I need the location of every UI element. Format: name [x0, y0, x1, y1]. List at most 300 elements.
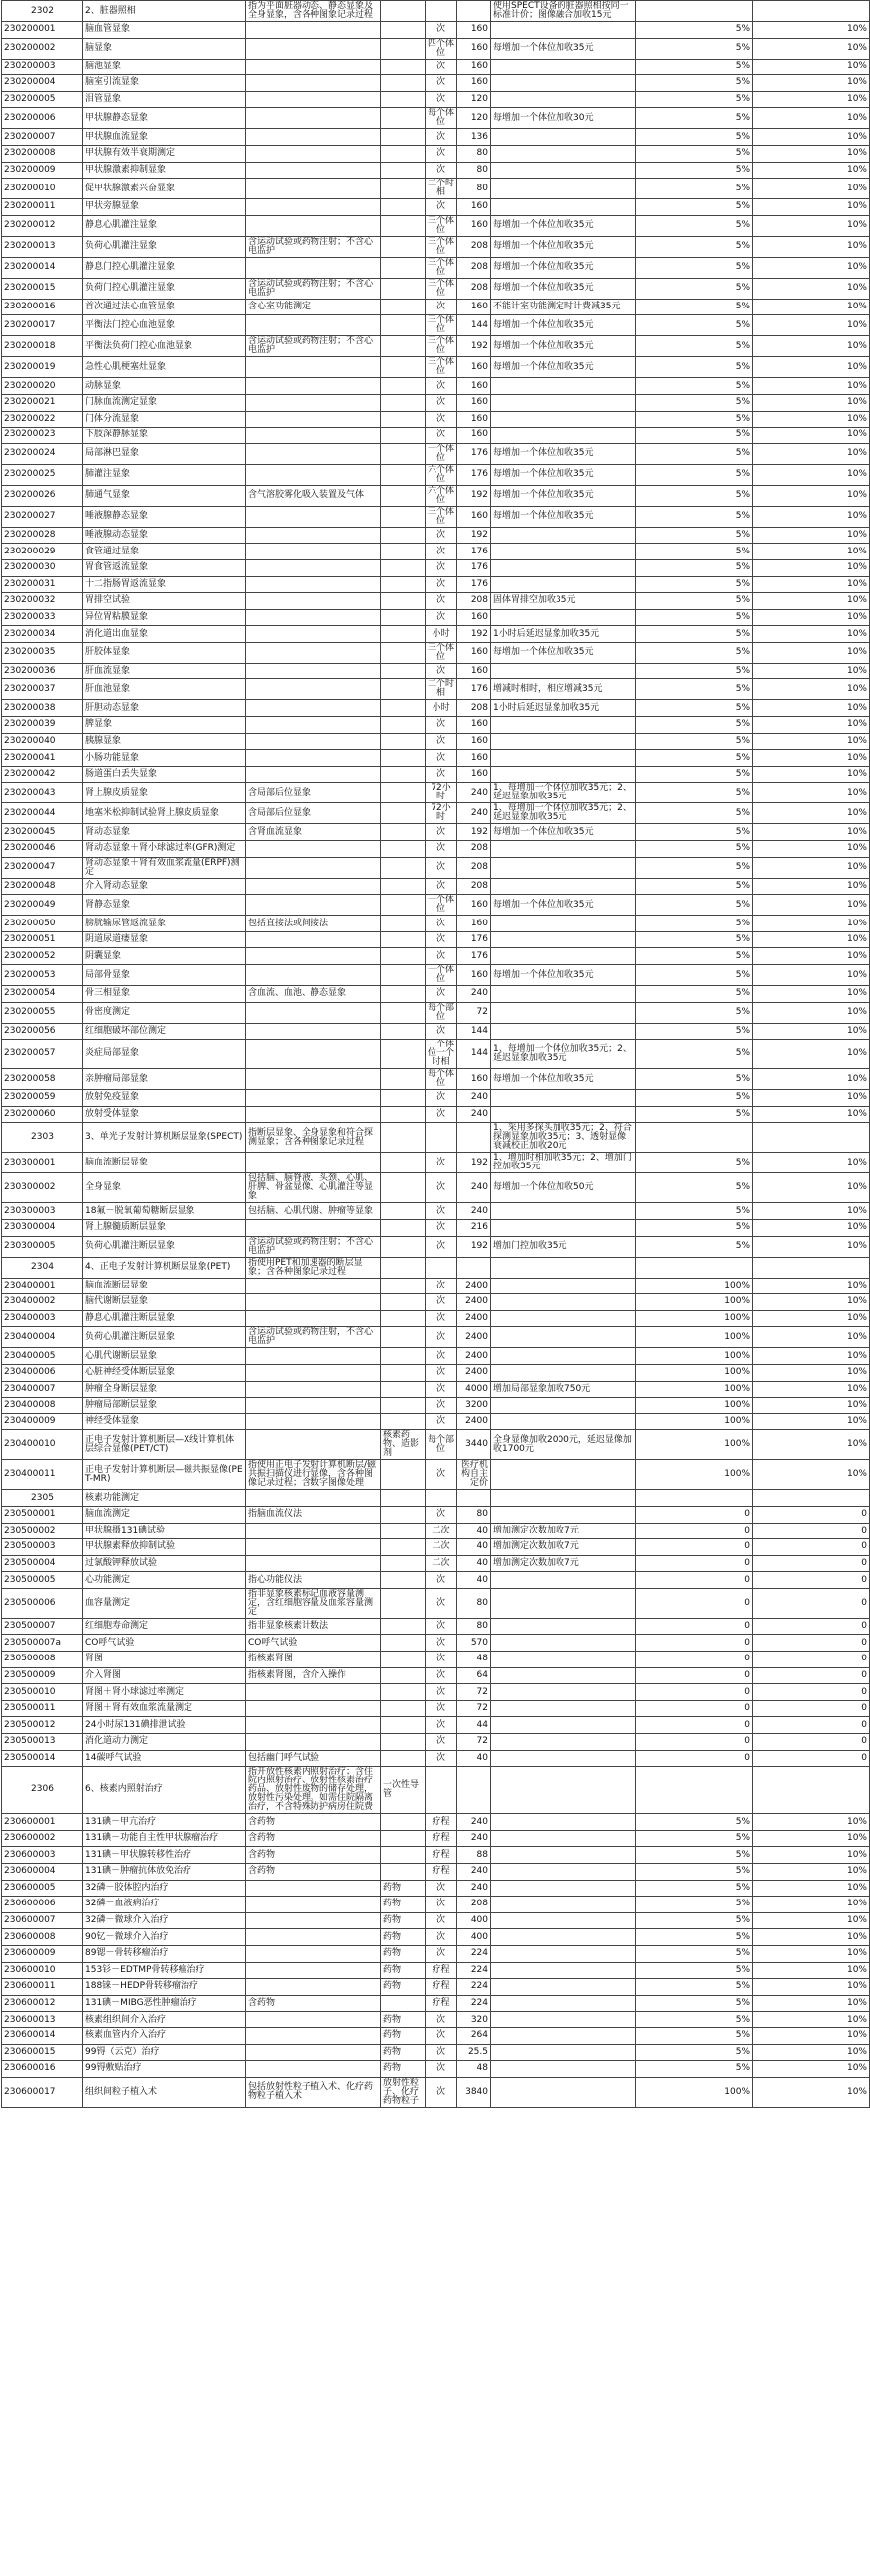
self-pay-ratio-b-cell: 10% [753, 1106, 870, 1123]
self-pay-ratio-a-cell: 5% [636, 931, 753, 948]
unit-cell: 疗程 [426, 1979, 457, 1996]
remark-cell [491, 145, 636, 162]
item-name-cell: 肾图 [83, 1652, 246, 1668]
self-pay-ratio-a-cell: 0 [636, 1734, 753, 1751]
item-name-cell: 核素组织间介入治疗 [83, 2012, 246, 2028]
item-code-cell: 230200031 [2, 576, 83, 593]
table-row [2, 965, 870, 986]
remark-cell [491, 1278, 636, 1294]
unit-cell: 二次 [426, 1523, 457, 1539]
unit-cell: 次 [426, 1717, 457, 1734]
self-pay-ratio-b-cell: 10% [753, 916, 870, 932]
self-pay-ratio-b-cell: 10% [753, 559, 870, 576]
self-pay-ratio-b-cell: 10% [753, 1090, 870, 1107]
excluded-items-cell [381, 357, 426, 378]
self-pay-ratio-a-cell: 5% [636, 1912, 753, 1929]
table-row [2, 22, 870, 39]
self-pay-ratio-b-cell: 0 [753, 1618, 870, 1635]
item-code-cell: 230400002 [2, 1294, 83, 1311]
item-name-cell: 胃排空试验 [83, 593, 246, 610]
self-pay-ratio-b-cell: 10% [753, 1413, 870, 1430]
self-pay-ratio-a-cell: 5% [636, 2027, 753, 2044]
price-cell: 72 [457, 1684, 491, 1701]
item-content-cell: 指核素肾图，含介入操作 [246, 1667, 381, 1684]
unit-cell: 一个体位 [426, 895, 457, 916]
self-pay-ratio-b-cell: 10% [753, 2077, 870, 2107]
item-content-cell [246, 559, 381, 576]
section-header-row [2, 1257, 870, 1278]
item-name-cell: 负荷心肌灌注断层显象 [83, 1236, 246, 1257]
item-name-cell: 肝血流显象 [83, 663, 246, 679]
excluded-items-cell [381, 1398, 426, 1414]
item-name-cell: 局部骨显象 [83, 965, 246, 986]
item-code-cell: 230400006 [2, 1364, 83, 1381]
item-code-cell: 230600017 [2, 2077, 83, 2107]
item-code-cell: 230200022 [2, 411, 83, 428]
unit-cell: 次 [426, 1398, 457, 1414]
table-row [2, 986, 870, 1003]
item-name-cell: 负荷门控心肌灌注显象 [83, 278, 246, 299]
excluded-items-cell [381, 1734, 426, 1751]
item-name-cell: 131碘－功能自主性甲状腺瘤治疗 [83, 1830, 246, 1847]
item-name-cell: 泪管显象 [83, 91, 246, 108]
self-pay-ratio-a-cell: 5% [636, 1814, 753, 1831]
table-row [2, 559, 870, 576]
self-pay-ratio-b-cell: 10% [753, 663, 870, 679]
item-code-cell: 230200051 [2, 931, 83, 948]
item-name-cell: 动脉显象 [83, 378, 246, 395]
item-content-cell: 包括脑、脑脊液、头颈、心肌、肝脾、骨盆显像、心肌灌注等显象 [246, 1173, 381, 1203]
item-name-cell: 90钇－微球介入治疗 [83, 1929, 246, 1946]
remark-cell: 每增加一个体位加收35元 [491, 895, 636, 916]
item-content-cell: 包括放射性粒子植入术、化疗药物粒子植入术 [246, 2077, 381, 2107]
excluded-items-cell [381, 1506, 426, 1523]
excluded-items-cell [381, 1069, 426, 1090]
item-content-cell [246, 1310, 381, 1327]
unit-cell: 次 [426, 91, 457, 108]
remark-cell [491, 766, 636, 783]
item-code-cell: 230200001 [2, 22, 83, 39]
remark-cell [491, 559, 636, 576]
item-content-cell [246, 1539, 381, 1556]
unit-cell: 疗程 [426, 1830, 457, 1847]
price-cell: 208 [457, 878, 491, 895]
unit-cell: 次 [426, 1278, 457, 1294]
self-pay-ratio-a-cell: 5% [636, 1979, 753, 1996]
excluded-items-cell [381, 1348, 426, 1365]
price-cell: 80 [457, 1588, 491, 1618]
price-cell: 136 [457, 129, 491, 146]
unit-cell: 次 [426, 1310, 457, 1327]
excluded-items-cell [381, 1588, 426, 1618]
item-content-cell: 含气溶胶雾化吸入装置及气体 [246, 485, 381, 506]
excluded-items-cell [381, 428, 426, 444]
self-pay-ratio-b-cell: 10% [753, 443, 870, 464]
item-code-cell: 230200034 [2, 626, 83, 643]
remark-cell [491, 1490, 636, 1507]
price-cell: 240 [457, 1173, 491, 1203]
item-content-cell [246, 717, 381, 734]
item-code-cell: 230200035 [2, 642, 83, 663]
excluded-items-cell: 药物 [381, 2012, 426, 2028]
self-pay-ratio-b-cell: 10% [753, 1897, 870, 1913]
item-code-cell: 230200027 [2, 506, 83, 527]
self-pay-ratio-b-cell: 10% [753, 824, 870, 841]
remark-cell: 每增加一个体位加收35元 [491, 824, 636, 841]
self-pay-ratio-a-cell: 100% [636, 1460, 753, 1490]
price-cell [457, 1257, 491, 1278]
self-pay-ratio-b-cell: 10% [753, 1002, 870, 1023]
item-code-cell: 230600006 [2, 1897, 83, 1913]
self-pay-ratio-b-cell: 0 [753, 1588, 870, 1618]
self-pay-ratio-b-cell: 10% [753, 394, 870, 411]
unit-cell: 次 [426, 1618, 457, 1635]
unit-cell: 次 [426, 609, 457, 626]
table-row [2, 1929, 870, 1946]
price-cell: 144 [457, 1040, 491, 1069]
item-content-cell: 含运动试验或药物注射；不含心电监护 [246, 1236, 381, 1257]
remark-cell [491, 1684, 636, 1701]
self-pay-ratio-a-cell: 5% [636, 1962, 753, 1979]
price-cell: 2400 [457, 1327, 491, 1348]
self-pay-ratio-a-cell: 5% [636, 378, 753, 395]
item-content-cell [246, 1294, 381, 1311]
item-content-cell [246, 394, 381, 411]
item-name-cell: 骨密度测定 [83, 1002, 246, 1023]
item-content-cell [246, 1897, 381, 1913]
item-name-cell: 肺灌注显象 [83, 464, 246, 485]
fee-table-body [2, 1, 870, 2108]
item-name-cell: 甲状腺摄131碘试验 [83, 1523, 246, 1539]
self-pay-ratio-a-cell: 0 [636, 1555, 753, 1572]
section-header-row [2, 1123, 870, 1153]
price-cell: 160 [457, 215, 491, 236]
item-name-cell: 肾图＋肾小球滤过率测定 [83, 1684, 246, 1701]
price-cell: 192 [457, 1236, 491, 1257]
price-cell: 240 [457, 1864, 491, 1881]
table-row [2, 1023, 870, 1040]
price-cell: 160 [457, 965, 491, 986]
remark-cell: 1小时后延迟显象加收35元 [491, 700, 636, 717]
price-cell: 72 [457, 1734, 491, 1751]
excluded-items-cell [381, 411, 426, 428]
item-content-cell [246, 1002, 381, 1023]
item-content-cell [246, 1700, 381, 1717]
item-content-cell [246, 878, 381, 895]
remark-cell [491, 1348, 636, 1365]
table-row [2, 1667, 870, 1684]
remark-cell [491, 1398, 636, 1414]
item-name-cell: 下肢深静脉显象 [83, 428, 246, 444]
table-row [2, 1310, 870, 1327]
item-content-cell [246, 1555, 381, 1572]
item-name-cell: 脾显象 [83, 717, 246, 734]
self-pay-ratio-b-cell: 10% [753, 1310, 870, 1327]
table-row [2, 1618, 870, 1635]
item-name-cell: 肾上腺皮质显象 [83, 783, 246, 803]
table-row [2, 931, 870, 948]
excluded-items-cell [381, 1023, 426, 1040]
unit-cell: 次 [426, 1106, 457, 1123]
unit-cell: 次 [426, 857, 457, 878]
remark-cell [491, 1460, 636, 1490]
item-code-cell: 230200024 [2, 443, 83, 464]
remark-cell: 每增加一个体位加收35元 [491, 278, 636, 299]
self-pay-ratio-b-cell: 10% [753, 236, 870, 257]
excluded-items-cell [381, 626, 426, 643]
unit-cell: 四个体位 [426, 38, 457, 59]
excluded-items-cell [381, 965, 426, 986]
price-cell: 208 [457, 1897, 491, 1913]
price-cell: 570 [457, 1635, 491, 1652]
price-cell: 240 [457, 1090, 491, 1107]
table-row [2, 162, 870, 179]
self-pay-ratio-a-cell: 5% [636, 1945, 753, 1962]
self-pay-ratio-a-cell: 100% [636, 1413, 753, 1430]
item-content-cell [246, 59, 381, 75]
excluded-items-cell: 药物 [381, 1979, 426, 1996]
table-row [2, 1750, 870, 1767]
item-content-cell [246, 145, 381, 162]
remark-cell: 每增加一个体位加收35元 [491, 642, 636, 663]
excluded-items-cell [381, 336, 426, 357]
unit-cell [426, 1490, 457, 1507]
excluded-items-cell [381, 1652, 426, 1668]
table-row [2, 2077, 870, 2107]
item-content-cell [246, 1348, 381, 1365]
price-cell: 160 [457, 199, 491, 216]
excluded-items-cell: 药物 [381, 1880, 426, 1897]
item-code-cell: 230200049 [2, 895, 83, 916]
table-row [2, 626, 870, 643]
excluded-items-cell [381, 506, 426, 527]
self-pay-ratio-a-cell: 5% [636, 1236, 753, 1257]
item-code-cell: 230500012 [2, 1717, 83, 1734]
item-name-cell: 胰腺显象 [83, 733, 246, 750]
self-pay-ratio-b-cell: 10% [753, 1364, 870, 1381]
item-content-cell [246, 750, 381, 767]
table-row [2, 1523, 870, 1539]
item-code-cell: 230200025 [2, 464, 83, 485]
excluded-items-cell [381, 783, 426, 803]
remark-cell [491, 527, 636, 544]
self-pay-ratio-b-cell: 10% [753, 1460, 870, 1490]
table-row [2, 1652, 870, 1668]
excluded-items-cell [381, 576, 426, 593]
table-row [2, 1539, 870, 1556]
self-pay-ratio-a-cell: 5% [636, 1929, 753, 1946]
item-content-cell [246, 642, 381, 663]
unit-cell: 二个时相 [426, 179, 457, 199]
unit-cell: 次 [426, 394, 457, 411]
self-pay-ratio-b-cell: 10% [753, 1830, 870, 1847]
self-pay-ratio-a-cell: 100% [636, 1278, 753, 1294]
price-cell: 160 [457, 59, 491, 75]
table-row [2, 1002, 870, 1023]
self-pay-ratio-b-cell: 10% [753, 766, 870, 783]
unit-cell: 一个体位一个时相 [426, 1040, 457, 1069]
table-row [2, 1717, 870, 1734]
excluded-items-cell [381, 1327, 426, 1348]
table-row [2, 766, 870, 783]
table-row [2, 1381, 870, 1398]
item-content-cell [246, 1278, 381, 1294]
item-content-cell [246, 948, 381, 965]
self-pay-ratio-a-cell: 5% [636, 485, 753, 506]
remark-cell [491, 1635, 636, 1652]
item-content-cell [246, 1023, 381, 1040]
item-code-cell: 230500005 [2, 1572, 83, 1589]
self-pay-ratio-a-cell: 5% [636, 357, 753, 378]
item-content-cell: 指使用PET和加速器的断层显象；含各种图象记录过程 [246, 1257, 381, 1278]
item-name-cell: 131碘－肿瘤抗体放免治疗 [83, 1864, 246, 1881]
remark-cell: 每增加一个体位加收35元 [491, 464, 636, 485]
self-pay-ratio-b-cell: 10% [753, 841, 870, 858]
excluded-items-cell [381, 1635, 426, 1652]
item-code-cell: 230200056 [2, 1023, 83, 1040]
excluded-items-cell [381, 609, 426, 626]
item-code-cell: 230400001 [2, 1278, 83, 1294]
item-name-cell: 局部淋巴显象 [83, 443, 246, 464]
excluded-items-cell [381, 1219, 426, 1236]
item-name-cell: 心脏神经受体断层显象 [83, 1364, 246, 1381]
item-name-cell: 肿瘤局部断层显象 [83, 1398, 246, 1414]
unit-cell: 疗程 [426, 1847, 457, 1864]
excluded-items-cell [381, 315, 426, 336]
self-pay-ratio-b-cell: 10% [753, 1945, 870, 1962]
unit-cell: 次 [426, 663, 457, 679]
self-pay-ratio-b-cell: 0 [753, 1572, 870, 1589]
table-row [2, 1734, 870, 1751]
self-pay-ratio-b-cell: 10% [753, 378, 870, 395]
unit-cell: 三个体位 [426, 506, 457, 527]
item-name-cell: 膀胱输尿管返流显象 [83, 916, 246, 932]
remark-cell [491, 733, 636, 750]
self-pay-ratio-a-cell: 100% [636, 1294, 753, 1311]
item-content-cell [246, 544, 381, 560]
item-code-cell: 230200003 [2, 59, 83, 75]
item-name-cell: 神经受体显象 [83, 1413, 246, 1430]
remark-cell: 增减时相时，相应增减35元 [491, 679, 636, 700]
item-content-cell [246, 766, 381, 783]
excluded-items-cell [381, 464, 426, 485]
self-pay-ratio-a-cell: 5% [636, 129, 753, 146]
table-row [2, 38, 870, 59]
excluded-items-cell [381, 299, 426, 315]
excluded-items-cell [381, 1847, 426, 1864]
item-name-cell: 血容量测定 [83, 1588, 246, 1618]
item-code-cell: 230600012 [2, 1995, 83, 2012]
excluded-items-cell: 药物 [381, 1897, 426, 1913]
item-code-cell: 230200044 [2, 803, 83, 824]
self-pay-ratio-b-cell: 10% [753, 199, 870, 216]
item-content-cell [246, 215, 381, 236]
item-name-cell: 肺通气显象 [83, 485, 246, 506]
item-code-cell: 230200010 [2, 179, 83, 199]
self-pay-ratio-a-cell: 100% [636, 1364, 753, 1381]
self-pay-ratio-a-cell: 5% [636, 679, 753, 700]
excluded-items-cell [381, 1864, 426, 1881]
item-code-cell: 230500006 [2, 1588, 83, 1618]
table-row [2, 783, 870, 803]
item-code-cell: 230400008 [2, 1398, 83, 1414]
item-content-cell: 含局部后位显象 [246, 803, 381, 824]
item-content-cell [246, 965, 381, 986]
item-name-cell: 甲状腺血流显象 [83, 129, 246, 146]
price-cell: 120 [457, 91, 491, 108]
price-cell: 176 [457, 679, 491, 700]
self-pay-ratio-a-cell: 5% [636, 2061, 753, 2078]
self-pay-ratio-b-cell: 10% [753, 428, 870, 444]
excluded-items-cell [381, 236, 426, 257]
table-row [2, 179, 870, 199]
item-content-cell: 指开放性核素内照射治疗；含住院内照射治疗、放射性核素治疗药品、放射性废物的储存处理，放射性污染处理。如需住院隔离治疗，不含特殊防护病房住院费 [246, 1767, 381, 1814]
unit-cell: 小时 [426, 626, 457, 643]
item-name-cell: 18氟－脱氧葡萄糖断层显象 [83, 1203, 246, 1220]
item-name-cell: 肾上腺髓质断层显象 [83, 1219, 246, 1236]
item-content-cell [246, 91, 381, 108]
self-pay-ratio-b-cell: 10% [753, 803, 870, 824]
remark-cell [491, 1506, 636, 1523]
self-pay-ratio-a-cell: 5% [636, 506, 753, 527]
self-pay-ratio-b-cell: 0 [753, 1539, 870, 1556]
table-row [2, 394, 870, 411]
item-code-cell: 230400007 [2, 1381, 83, 1398]
remark-cell [491, 1572, 636, 1589]
self-pay-ratio-a-cell: 0 [636, 1618, 753, 1635]
excluded-items-cell [381, 1106, 426, 1123]
self-pay-ratio-a-cell: 5% [636, 593, 753, 610]
item-code-cell: 230200005 [2, 91, 83, 108]
price-cell: 192 [457, 527, 491, 544]
excluded-items-cell [381, 663, 426, 679]
remark-cell [491, 411, 636, 428]
section-header-row [2, 1, 870, 22]
self-pay-ratio-b-cell: 10% [753, 299, 870, 315]
item-content-cell [246, 411, 381, 428]
price-cell: 160 [457, 663, 491, 679]
self-pay-ratio-a-cell: 5% [636, 236, 753, 257]
self-pay-ratio-a-cell [636, 1767, 753, 1814]
table-row [2, 1684, 870, 1701]
item-code-cell: 230500013 [2, 1734, 83, 1751]
self-pay-ratio-a-cell: 5% [636, 986, 753, 1003]
excluded-items-cell: 一次性导管 [381, 1767, 426, 1814]
item-name-cell: 肾动态显象＋肾小球滤过率(GFR)测定 [83, 841, 246, 858]
item-code-cell: 230200060 [2, 1106, 83, 1123]
unit-cell: 72小时 [426, 803, 457, 824]
price-cell: 48 [457, 2061, 491, 2078]
item-code-cell: 230200038 [2, 700, 83, 717]
remark-cell [491, 544, 636, 560]
excluded-items-cell [381, 394, 426, 411]
table-row [2, 1219, 870, 1236]
excluded-items-cell [381, 1364, 426, 1381]
excluded-items-cell [381, 1040, 426, 1069]
price-cell: 160 [457, 895, 491, 916]
item-content-cell [246, 1398, 381, 1414]
price-cell: 208 [457, 257, 491, 278]
self-pay-ratio-a-cell: 5% [636, 626, 753, 643]
excluded-items-cell [381, 733, 426, 750]
item-name-cell: 小肠功能显象 [83, 750, 246, 767]
unit-cell: 次 [426, 59, 457, 75]
item-code-cell: 230200029 [2, 544, 83, 560]
unit-cell: 次 [426, 824, 457, 841]
excluded-items-cell: 核素药物、造影剂 [381, 1430, 426, 1460]
unit-cell: 次 [426, 544, 457, 560]
self-pay-ratio-b-cell: 10% [753, 576, 870, 593]
